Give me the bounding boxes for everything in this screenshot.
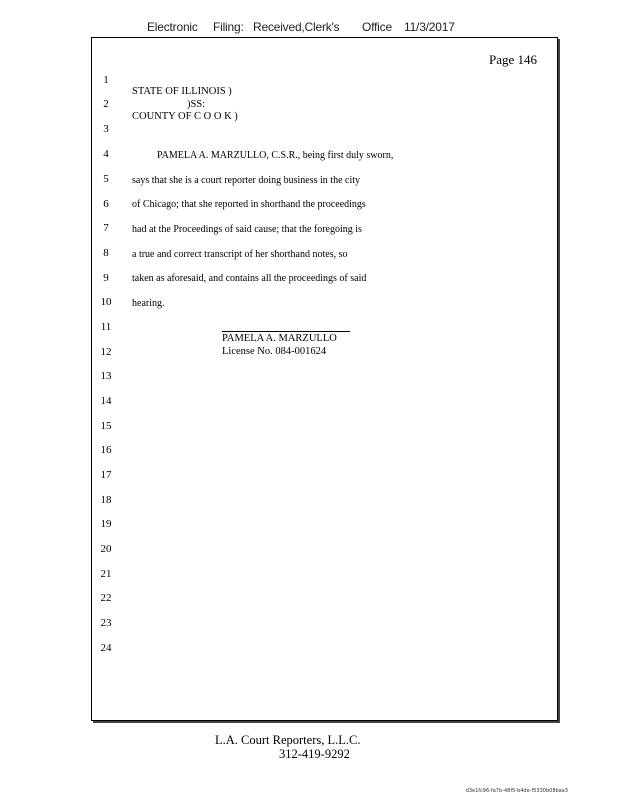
- caption-state: STATE OF ILLINOIS ): [132, 86, 232, 97]
- document-id: d3e1fc96-fa7b-48f5-b4de-f5330b08bae3: [465, 788, 568, 794]
- line-number: 10: [100, 296, 112, 308]
- line-number: 1: [103, 74, 109, 86]
- stamp-date: 11/3/2017: [404, 20, 455, 34]
- stamp-electronic: Electronic: [147, 20, 198, 34]
- line-number: 15: [100, 420, 112, 432]
- signature-license: License No. 084-001624: [222, 346, 327, 357]
- certificate-line: PAMELA A. MARZULLO, C.S.R., being first duly sworn,: [157, 150, 394, 161]
- line-number: 11: [100, 321, 112, 333]
- line-number: 23: [100, 617, 112, 629]
- line-number: 24: [100, 642, 112, 654]
- line-number: 2: [103, 98, 109, 110]
- line-number: 8: [103, 247, 109, 259]
- line-number: 22: [100, 592, 112, 604]
- caption-ss: )SS:: [187, 99, 206, 110]
- certificate-line: of Chicago; that she reported in shorthand the proceedings: [132, 199, 366, 210]
- transcript-page: [91, 37, 558, 721]
- certificate-line: hearing.: [132, 298, 165, 309]
- line-number: 4: [103, 148, 109, 160]
- footer-company: L.A. Court Reporters, L.L.C.: [215, 733, 361, 747]
- line-number: 12: [100, 346, 112, 358]
- stamp-filing: Filing:: [213, 20, 244, 34]
- footer-phone: 312-419-9292: [279, 747, 350, 761]
- certificate-line: had at the Proceedings of said cause; that the foregoing is: [132, 224, 362, 235]
- certificate-line: says that she is a court reporter doing business in the city: [132, 175, 361, 186]
- line-number: 18: [100, 494, 112, 506]
- page-number: Page 146: [488, 52, 537, 67]
- signature-line: [222, 331, 350, 332]
- line-number: 16: [100, 444, 112, 456]
- stamp-received: Received,Clerk's: [253, 20, 340, 34]
- caption-county: COUNTY OF C O O K ): [132, 111, 238, 122]
- line-number: 14: [100, 395, 112, 407]
- line-number: 7: [103, 222, 109, 234]
- stamp-office: Office: [362, 20, 392, 34]
- line-number: 17: [100, 469, 112, 481]
- certificate-line: taken as aforesaid, and contains all the proceedings of said: [132, 273, 367, 284]
- line-number: 9: [103, 272, 109, 284]
- certificate-line: a true and correct transcript of her shorthand notes, so: [132, 249, 348, 260]
- line-number: 20: [100, 543, 112, 555]
- line-number: 21: [100, 568, 112, 580]
- line-number: 6: [103, 198, 109, 210]
- line-number: 19: [100, 518, 112, 530]
- line-number: 13: [100, 370, 112, 382]
- line-number: 5: [103, 173, 109, 185]
- line-number: 3: [103, 123, 109, 135]
- signature-name: PAMELA A. MARZULLO: [222, 333, 337, 344]
